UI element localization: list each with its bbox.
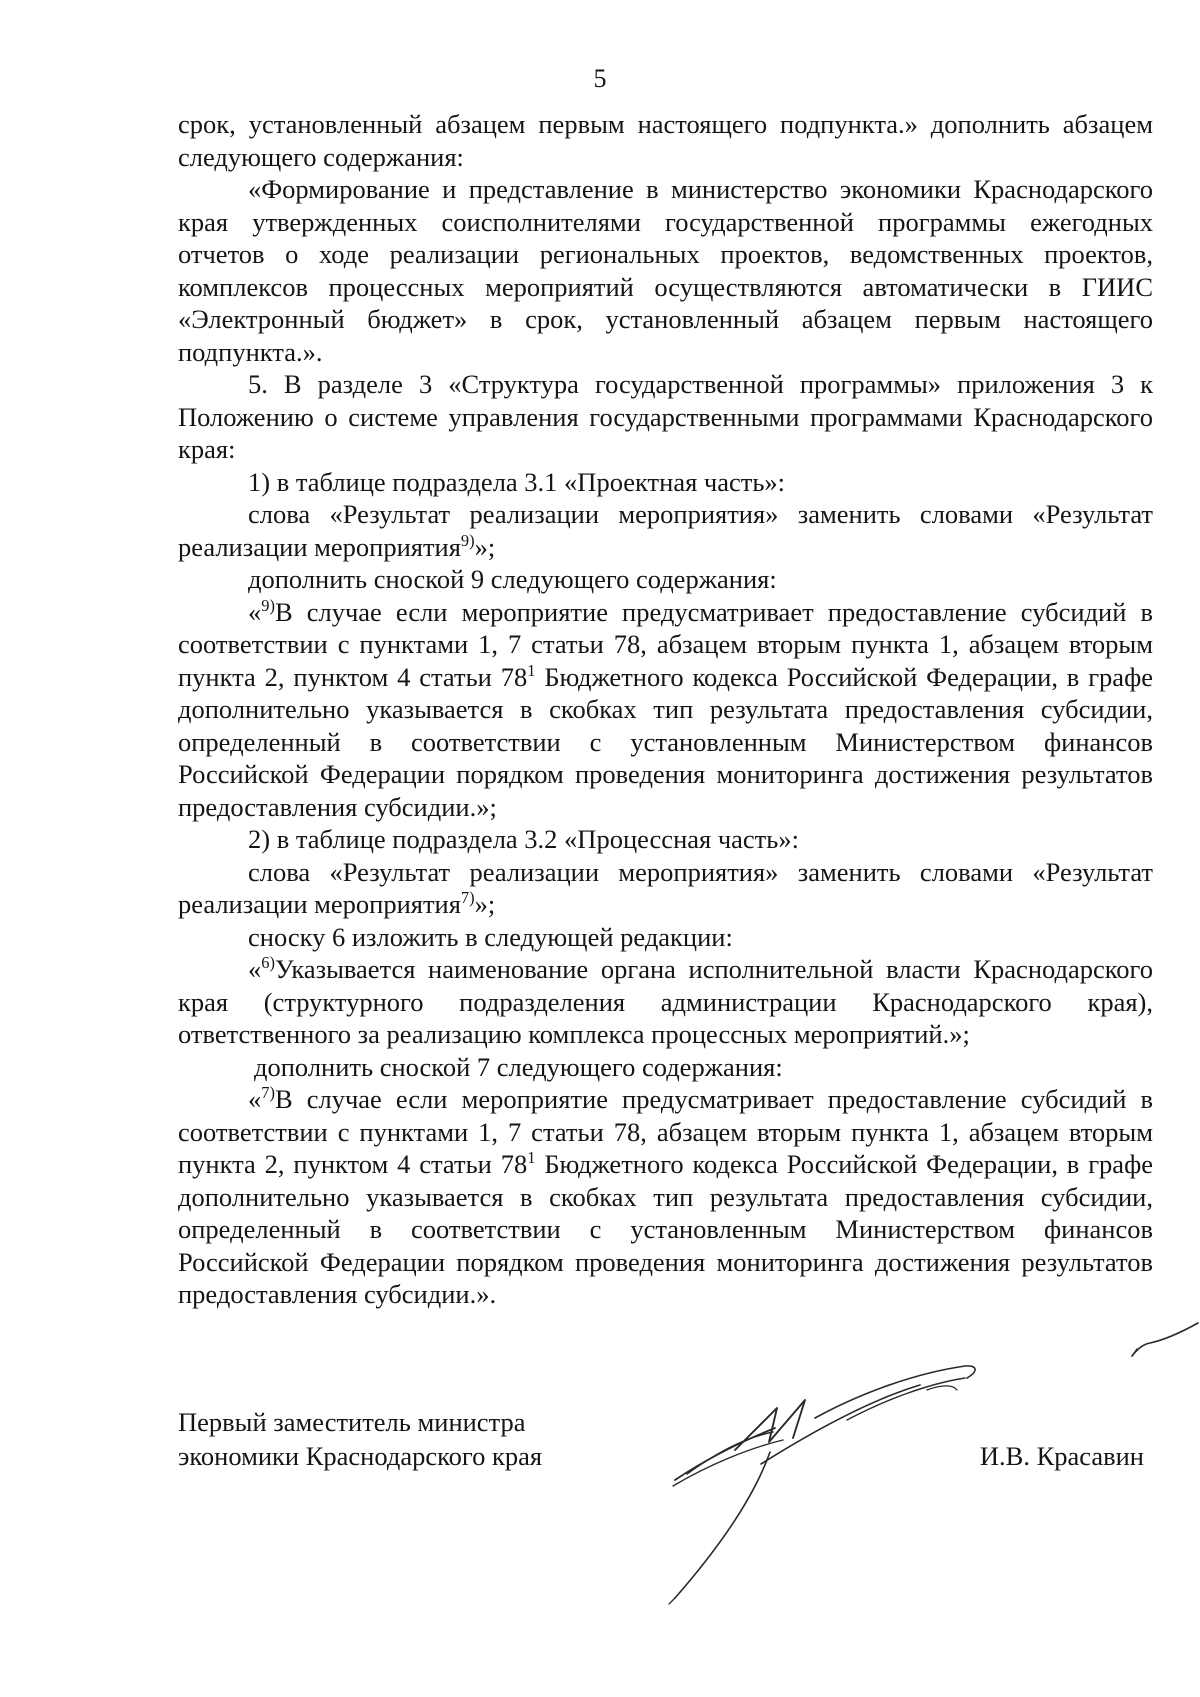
paragraph-footnote-9-text	[178, 596, 1153, 824]
paragraph-continuation	[178, 108, 1153, 173]
text-run: срок, установленный абзацем первым настоящего подпункта.» дополнить абзацем следующего содержания:	[178, 109, 1153, 172]
text-run: 5. В разделе 3 «Структура государственной программы» приложения 3 к Положению о системе управления государственными программами Краснодарского края:	[178, 369, 1153, 464]
text-run: В случае если мероприятие предусматривает предоставление субсидий в соответствии с пунктами 1, 7 статьи 78, абзацем вторым пункта 1, абзацем вторым пункта 2, пунктом 4 статьи 78	[178, 596, 1153, 692]
text-run: »;	[474, 531, 496, 562]
page-number: 5	[593, 64, 607, 93]
pen-stroke-mark-icon	[1128, 1318, 1200, 1362]
text-run: слова «Результат реализации мероприятия» заменить словами «Результат реализации мероприятия	[178, 856, 1153, 919]
text-run: «	[248, 1084, 262, 1114]
signatory-name: И.В. Красавин	[979, 1441, 1144, 1471]
text-run: «	[248, 596, 262, 627]
text-run: В случае если мероприятие предусматривает предоставление субсидий в соответствии с пунктами 1, 7 статьи 78, абзацем вторым пункта 1, абзацем вторым пункта 2, пунктом 4 статьи 78	[178, 1084, 1153, 1179]
text-run: «	[248, 954, 262, 984]
text-run: дополнить сноской 9 следующего содержания:	[248, 564, 777, 594]
signatory-title-line-2: экономики Краснодарского края	[178, 1441, 543, 1471]
footnote-marker: 6)	[261, 952, 275, 972]
signatory-title-line-1: Первый заместитель министра	[178, 1407, 526, 1437]
text-run: Указывается наименование органа исполнительной власти Краснодарского края (структурного подразделения администрации Краснодарского края), ответственного за реализацию комплекса процессных мероприятий.»;	[178, 954, 1153, 1049]
signatory-title	[178, 1405, 678, 1473]
text-run: слова «Результат реализации мероприятия» заменить словами «Результат реализации мероприятия	[178, 499, 1153, 562]
paragraph-footnote-6-edit	[178, 921, 1153, 954]
text-run: »;	[474, 889, 496, 919]
text-run: Бюджетного кодекса Российской Федерации, в графе дополнительно указывается в скобках тип результата предоставления субсидии, определенный в соответствии с установленным Министерством финансов Российской Федерации порядком проведения мониторинга достижения результатов предоставления субсидии.»;	[178, 661, 1154, 822]
footnote-marker: 9)	[261, 595, 275, 615]
footnote-marker: 1	[527, 1147, 536, 1167]
paragraph-footnote-7-text	[178, 1083, 1153, 1311]
paragraph-add-footnote-9	[178, 563, 1153, 596]
paragraph-footnote-6-text	[178, 953, 1153, 1051]
footnote-marker: 7)	[460, 887, 475, 907]
text-run: Бюджетного кодекса Российской Федерации, в графе дополнительно указывается в скобках тип результата предоставления субсидии, определенный в соответствии с установленным Министерством финансов Российской Федерации порядком проведения мониторинга достижения результатов предоставления субсидии.».	[178, 1149, 1154, 1309]
text-run: сноску 6 изложить в следующей редакции:	[248, 921, 733, 952]
paragraph-add-footnote-7	[178, 1051, 1153, 1084]
handwritten-signature-icon	[665, 1360, 1065, 1605]
text-run: дополнить сноской 7 следующего содержания:	[254, 1051, 783, 1082]
text-run: 1) в таблице подраздела 3.1 «Проектная часть»:	[248, 466, 786, 497]
footnote-marker: 1	[527, 660, 536, 680]
paragraph-replace-words-2	[178, 856, 1153, 921]
text-run: 2) в таблице подраздела 3.2 «Процессная часть»:	[248, 824, 799, 854]
paragraph-section-5	[178, 368, 1153, 466]
paragraph-replace-words-1	[178, 498, 1153, 563]
paragraph-item-1	[178, 466, 1153, 499]
footnote-marker: 7)	[261, 1082, 275, 1102]
footnote-marker: 9)	[460, 530, 475, 550]
paragraph-item-2	[178, 823, 1153, 856]
paragraph-inserted-text	[178, 173, 1153, 368]
document-body	[178, 108, 1153, 1311]
text-run: «Формирование и представление в министерство экономики Краснодарского края утвержденных соисполнителями государственной программы ежегодных отчетов о ходе реализации региональных проектов, ведомственных проектов, комплексов процессных мероприятий осуществляются автоматически в ГИИС «Электронный бюджет» в срок, установленный абзацем первым настоящего подпункта.».	[178, 174, 1153, 367]
